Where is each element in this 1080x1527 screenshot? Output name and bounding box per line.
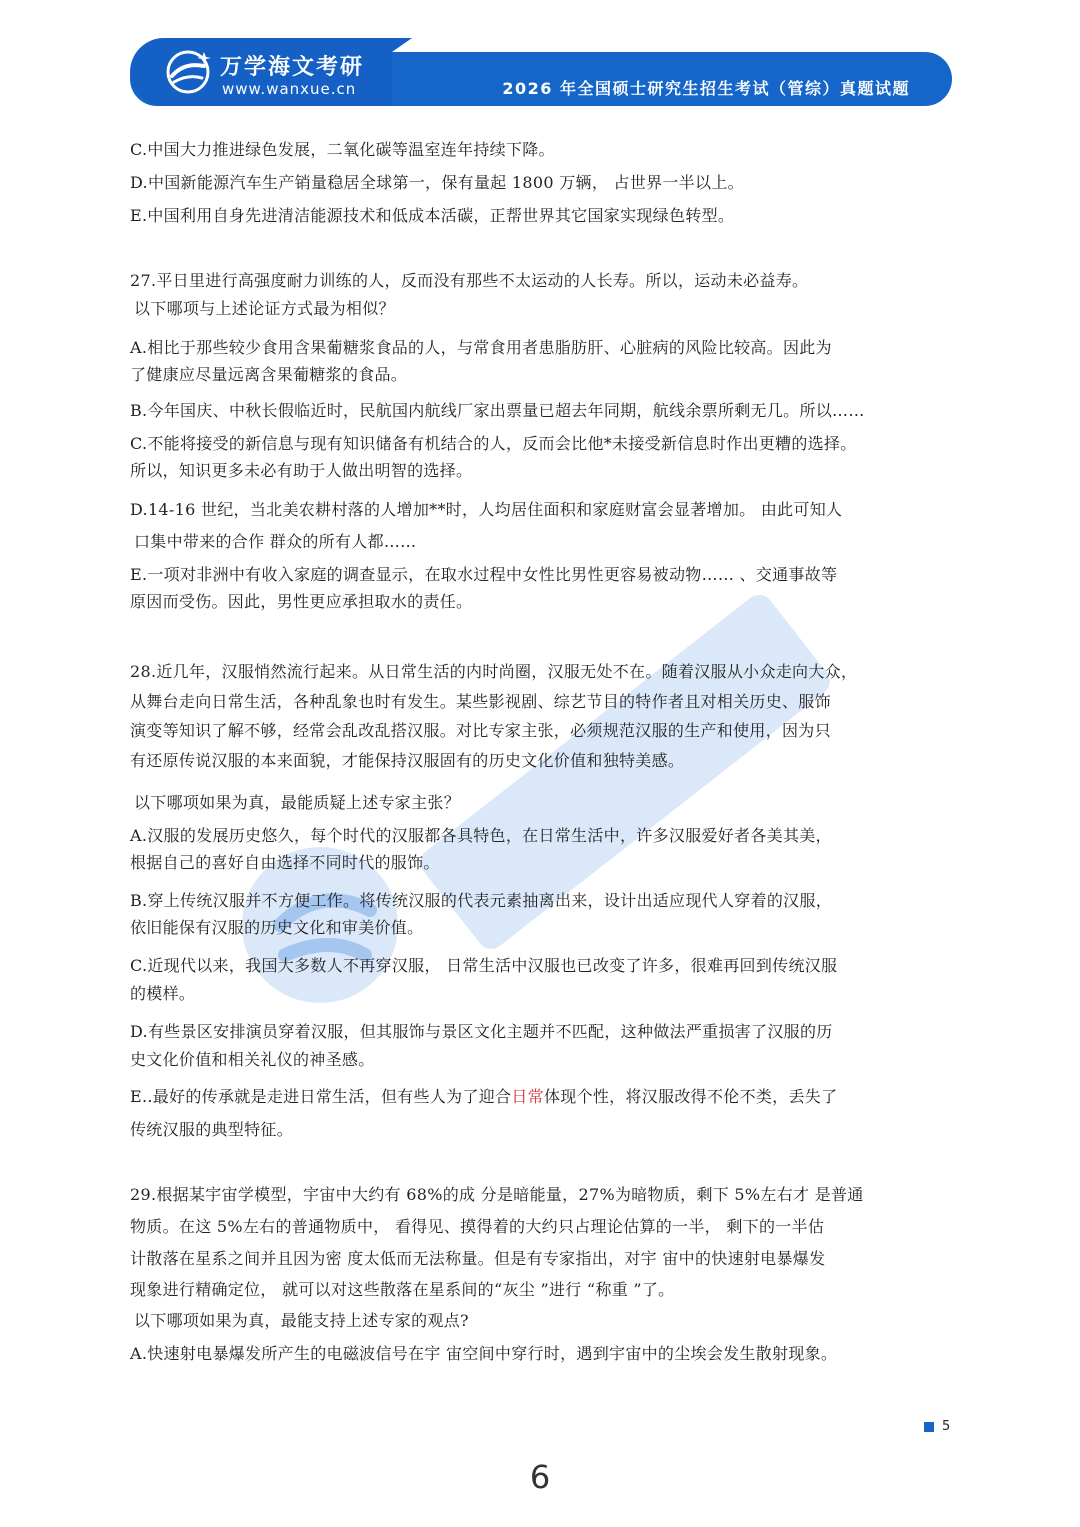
q28-stem-line3: 演变等知识了解不够，经常会乱改乱搭汉服。对比专家主张，必须规范汉服的生产和使用，因为只 — [130, 721, 831, 740]
header-banner — [130, 38, 952, 106]
q27-stem: 27.平日里进行高强度耐力训练的人，反而没有那些不太运动的人长寿。所以，运动未必益寿。 — [130, 271, 809, 290]
q28-option-e-text-a: E..最好的传承就是走进日常生活，但有些人为了迎合 — [130, 1087, 512, 1106]
q28-question: 以下哪项如果为真，最能质疑上述专家主张？ — [134, 793, 461, 812]
q27-option-a-line1: A.相比于那些较少食用含果葡糖浆食品的人，与常食用者患脂肪肝、心脏病的风险比较高。因此为 — [130, 338, 832, 357]
q27-option-e-line1: E.一项对非洲中有收入家庭的调查显示，在取水过程中女性比男性更容易被动物…… 、交通事故等 — [130, 565, 838, 584]
q28-option-c-line1: C.近现代以来，我国大多数人不再穿汉服， 日常生活中汉服也已改变了许多，很难再回到传统汉服 — [130, 956, 838, 975]
q29-stem-line2: 物质。在这 5%左右的普通物质中， 看得见、摸得着的大约只占理论估算的一半， 剩下的一半估 — [130, 1217, 825, 1236]
q27-option-c-line2: 所以，知识更多未必有助于人做出明智的选择。 — [130, 461, 473, 480]
q29-stem-line3: 计散落在星系之间并且因为密 度太低而无法称量。但是有专家指出，对宇 宙中的快速射电暴爆发 — [130, 1249, 826, 1268]
brand-name: 万学海文考研 — [220, 55, 365, 80]
q26-option-e: E.中国利用自身先进清洁能源技术和低成本活碳，正帮世界其它国家实现绿色转型。 — [130, 206, 735, 225]
q28-option-b-line2: 依旧能保有汉服的历史文化和审美价值。 — [130, 918, 424, 937]
page-footer — [924, 1419, 950, 1434]
q27-option-b: B.今年国庆、中秋长假临近时，民航国内航线厂家出票量已超去年同期，航线余票所剩无几。所以…… — [130, 401, 865, 420]
wanxue-logo-icon — [164, 48, 212, 96]
q27-option-a-line2: 了健康应尽量远离含果葡糖浆的食品。 — [130, 365, 408, 384]
q26-option-c: C.中国大力推进绿色发展，二氧化碳等温室连年持续下降。 — [130, 140, 555, 159]
q27-option-c-line1: C.不能将接受的新信息与现有知识储备有机结合的人，反而会比他*未接受新信息时作出更糟的选择。 — [130, 434, 857, 453]
q28-option-a-line1: A.汉服的发展历史悠久，每个时代的汉服都各具特色，在日常生活中，许多汉服爱好者各美其美， — [130, 826, 832, 845]
q28-option-e-text-b: 体现个性，将汉服改得不伦不类，丢失了 — [543, 1087, 838, 1106]
footer-page-label: 5 — [942, 1419, 951, 1434]
q27-question: 以下哪项与上述论证方式最为相似？ — [134, 299, 395, 318]
q28-option-d-line2: 史文化价值和相关礼仪的神圣感。 — [130, 1050, 375, 1069]
q28-stem-line2: 从舞台走向日常生活，各种乱象也时有发生。某些影视剧、综艺节目的特作者且对相关历史、服饰 — [130, 692, 831, 711]
q29-stem-line4: 现象进行精确定位， 就可以对这些散落在星系间的“灰尘 ”进行 “称重 ”了。 — [130, 1280, 675, 1299]
q28-option-e-line1 — [130, 1086, 837, 1108]
q27-option-e-line2: 原因而受伤。因此，男性更应承担取水的责任。 — [130, 592, 473, 611]
q28-stem-line4: 有还原传说汉服的本来面貌，才能保持汉服固有的历史文化价值和独特美感。 — [130, 751, 685, 770]
q26-option-d: D.中国新能源汽车生产销量稳居全球第一，保有量起 1800 万辆， 占世界一半以上。 — [130, 173, 744, 192]
q28-option-b-line1: B.穿上传统汉服并不方便工作。将传统汉服的代表元素抽离出来，设计出适应现代人穿着的汉服， — [130, 891, 833, 910]
q29-question: 以下哪项如果为真，最能支持上述专家的观点? — [134, 1311, 469, 1330]
q29-option-a: A.快速射电暴爆发所产生的电磁波信号在宇 宙空间中穿行时，遇到宇宙中的尘埃会发生散射现象。 — [130, 1344, 838, 1363]
q28-option-a-line2: 根据自己的喜好自由选择不同时代的服饰。 — [130, 853, 440, 872]
brand-url: www.wanxue.cn — [222, 80, 357, 98]
page-number: 6 — [529, 1458, 551, 1496]
page-title: 2026 年全国硕士研究生招生考试（管综）真题试题 — [502, 79, 910, 98]
q27-option-d-line2: 口集中带来的合作 群众的所有人都…… — [134, 532, 417, 551]
q28-option-c-line2: 的模样。 — [130, 984, 196, 1003]
q28-option-e-highlight: 日常 — [511, 1087, 544, 1106]
q27-option-d-line1: D.14-16 世纪，当北美农耕村落的人增加**时，人均居住面积和家庭财富会显著增加。 由此可知人 — [130, 500, 843, 519]
q28-option-d-line1: D.有些景区安排演员穿着汉服，但其服饰与景区文化主题并不匹配，这种做法严重损害了汉服的历 — [130, 1022, 833, 1041]
footer-square-icon — [924, 1422, 934, 1432]
q29-stem-line1: 29.根据某宇宙学模型，宇宙中大约有 68%的成 分是暗能量，27%为暗物质，剩下 5%左右才 是普通 — [130, 1185, 864, 1204]
q28-stem-line1: 28.近几年，汉服悄然流行起来。从日常生活的内时尚圈，汉服无处不在。随着汉服从小众走向大众， — [130, 662, 858, 681]
q28-option-e-line2: 传统汉服的典型特征。 — [130, 1120, 294, 1139]
